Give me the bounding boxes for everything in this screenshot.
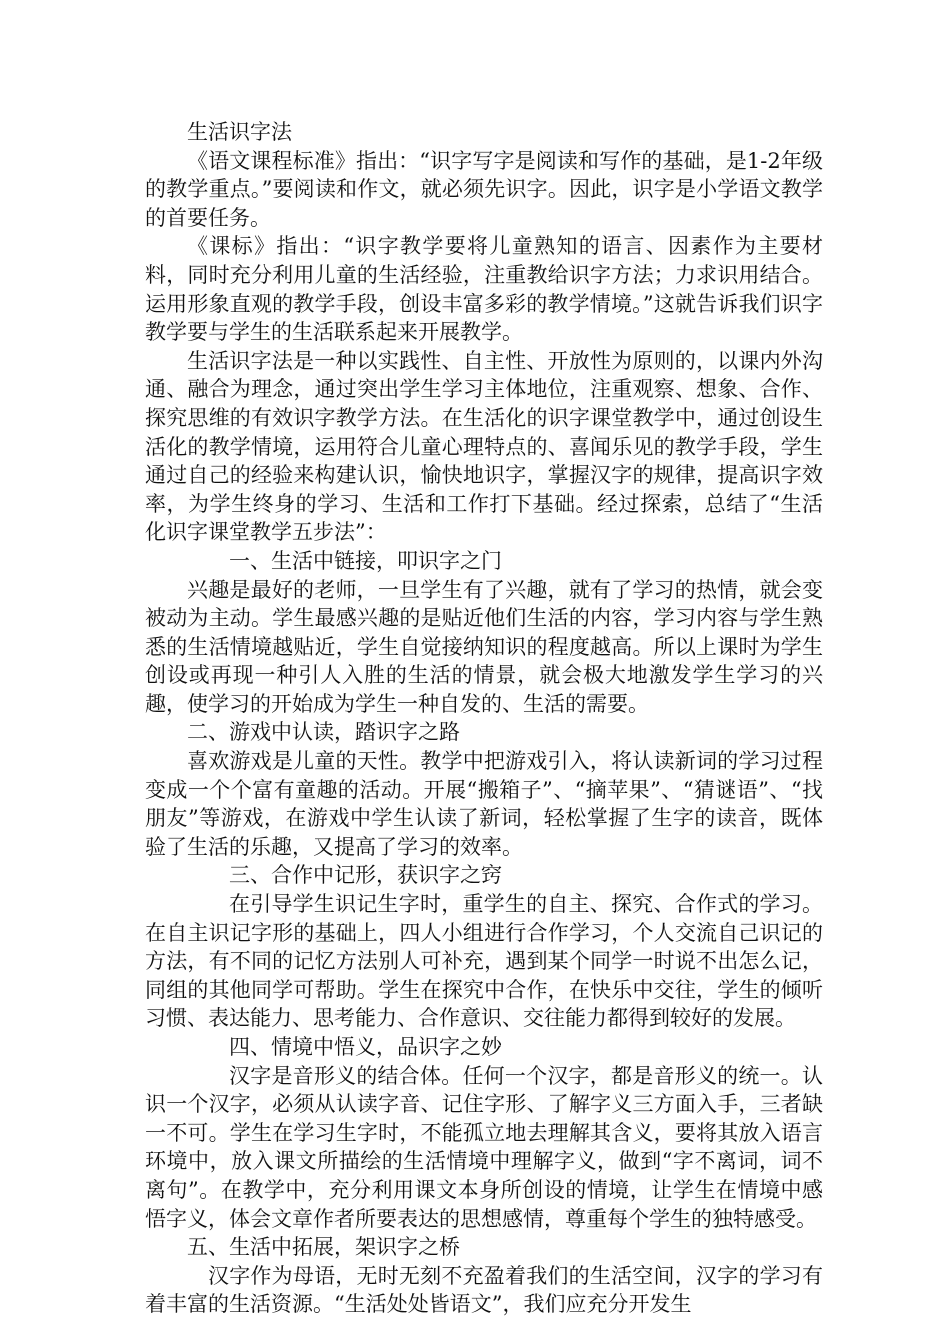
document-title: 生活识字法 [187,120,292,144]
section-heading-1: 一、生活中链接，叩识字之门 [229,548,502,573]
section-heading-5: 五、生活中拓展，架识字之桥 [187,1235,460,1260]
document-page [145,118,823,1319]
section-heading-4: 四、情境中悟义，品识字之妙 [229,1035,502,1059]
section-body-3: 在引导学生识记生字时，重学生的自主、探究、合作式的学习。在自主识记字形的基础上，四人小组进行合作学习，个人交流自己识记的方法，有不同的记忆方法别人可补充，遇到某个同学一时说不出怎么记，同组的其他同学可帮助。学生在探究中合作，在快乐中交往，学生的倾听习惯、表达能力、思考能力、合作意识、交往能力都得到较好的发展。 [145,892,823,1031]
section-body-2: 喜欢游戏是儿童的天性。教学中把游戏引入，将认读新词的学习过程变成一个个富有童趣的活动。开展“搬箱子”、“摘苹果”、“猜谜语”、“找朋友”等游戏，在游戏中学生认读了新词，轻松掌握了生字的读音，既体验了生活的乐趣，又提高了学习的效率。 [145,749,823,859]
section-heading-2: 二、游戏中认读，踏识字之路 [187,720,460,745]
section-body-1: 兴趣是最好的老师，一旦学生有了兴趣，就有了学习的热情，就会变被动为主动。学生最感兴趣的是贴近他们生活的内容，学习内容与学生熟悉的生活情境越贴近，学生自觉接纳知识的程度越高。所以上课时为学生创设或再现一种引人入胜的生活的情景，就会极大地激发学生学习的兴趣，使学习的开始成为学生一种自发的、生活的需要。 [145,577,823,716]
paragraph-curriculum-standard: 《语文课程标准》指出：“识字写字是阅读和写作的基础，是1-2年级的教学重点。”要阅读和作文，就必须先识字。因此，识字是小学语文教学的首要任务。 [145,148,823,230]
paragraph-course-standard: 《课标》指出：“识字教学要将儿童熟知的语言、因素作为主要材料，同时充分利用儿童的生活经验，注重教给识字方法；力求识用结合。运用形象直观的教学手段，创设丰富多彩的教学情境。”这就告诉我们识字教学要与学生的生活联系起来开展教学。 [145,234,823,345]
section-body-5: 汉字作为母语，无时无刻不充盈着我们的生活空间，汉字的学习有着丰富的生活资源。“生活处处皆语文”，我们应充分开发生 [145,1263,823,1317]
section-body-4: 汉字是音形义的结合体。任何一个汉字，都是音形义的统一。认识一个汉字，必须从认读字音、记住字形、了解字义三方面入手，三者缺一不可。学生在学习生字时，不能孤立地去理解其含义，要将其放入语言环境中，放入课文所描绘的生活情境中理解字义，做到“字不离词，词不离句”。在教学中，充分利用课文本身所创设的情境，让学生在情境中感悟字义，体会文章作者所要表达的思想感情，尊重每个学生的独特感受。 [145,1063,823,1231]
paragraph-method-intro: 生活识字法是一种以实践性、自主性、开放性为原则的，以课内外沟通、融合为理念，通过突出学生学习主体地位，注重观察、想象、合作、探究思维的有效识字教学方法。在生活化的识字课堂教学中，通过创设生活化的教学情境，运用符合儿童心理特点的、喜闻乐见的教学手段，学生通过自己的经验来构建认识，愉快地识字，掌握汉字的规律，提高识字效率，为学生终身的学习、生活和工作打下基础。经过探索，总结了“生活化识字课堂教学五步法”： [145,348,823,545]
section-heading-3: 三、合作中记形，获识字之窍 [229,863,502,888]
